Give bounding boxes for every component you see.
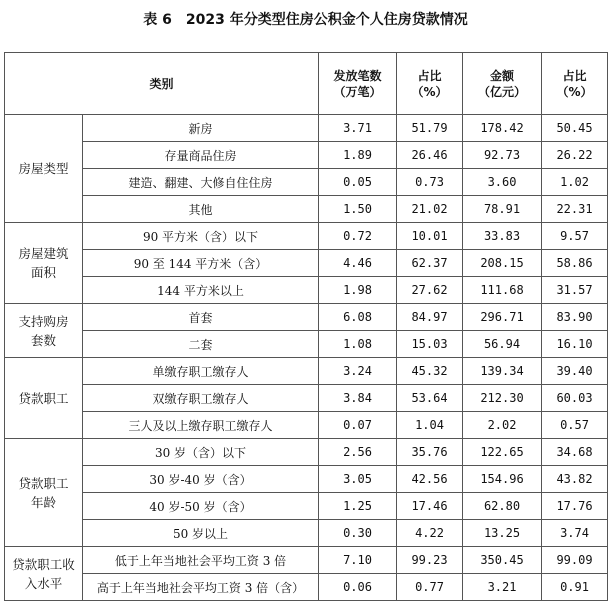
table-row xyxy=(5,466,608,493)
cell-count-share: 51.79 xyxy=(397,115,463,142)
cell-count-share: 10.01 xyxy=(397,223,463,250)
table-title: 表 6 2023 年分类型住房公积金个人住房贷款情况 xyxy=(143,12,468,28)
cell-count: 3.84 xyxy=(319,385,397,412)
row-category-label: 首套 xyxy=(83,304,319,331)
header-count-line2: （万笔） xyxy=(333,84,382,99)
cell-count: 2.56 xyxy=(319,439,397,466)
row-category-label: 存量商品住房 xyxy=(83,142,319,169)
header-share1-line2: （%） xyxy=(411,84,448,99)
group-label-text: 贷款职工年龄 xyxy=(18,475,69,510)
cell-amount: 56.94 xyxy=(463,331,542,358)
table-row xyxy=(5,412,608,439)
table-row xyxy=(5,493,608,520)
group-label-text: 支持购房套数 xyxy=(18,313,69,348)
row-category-label: 新房 xyxy=(83,115,319,142)
cell-count-share: 1.04 xyxy=(397,412,463,439)
header-category: 类别 xyxy=(5,53,319,115)
header-share-count xyxy=(397,53,463,115)
cell-count-share: 21.02 xyxy=(397,196,463,223)
cell-amount: 62.80 xyxy=(463,493,542,520)
cell-count-share: 26.46 xyxy=(397,142,463,169)
group-label xyxy=(5,115,83,223)
cell-amount: 178.42 xyxy=(463,115,542,142)
row-category-label: 30 岁（含）以下 xyxy=(83,439,319,466)
cell-count-share: 45.32 xyxy=(397,358,463,385)
table-row xyxy=(5,115,608,142)
cell-amount-share: 0.91 xyxy=(542,574,608,601)
header-count xyxy=(319,53,397,115)
row-category-label: 三人及以上缴存职工缴存人 xyxy=(83,412,319,439)
cell-count-share: 0.73 xyxy=(397,169,463,196)
row-category-label: 144 平方米以上 xyxy=(83,277,319,304)
cell-amount-share: 43.82 xyxy=(542,466,608,493)
cell-amount-share: 31.57 xyxy=(542,277,608,304)
cell-amount: 3.60 xyxy=(463,169,542,196)
cell-amount-share: 22.31 xyxy=(542,196,608,223)
header-share2-line1: 占比 xyxy=(562,68,587,83)
row-category-label: 90 平方米（含）以下 xyxy=(83,223,319,250)
table-row xyxy=(5,223,608,250)
cell-count-share: 35.76 xyxy=(397,439,463,466)
group-label xyxy=(5,547,83,601)
cell-amount-share: 1.02 xyxy=(542,169,608,196)
cell-amount-share: 9.57 xyxy=(542,223,608,250)
cell-count-share: 62.37 xyxy=(397,250,463,277)
cell-amount: 33.83 xyxy=(463,223,542,250)
table-row xyxy=(5,439,608,466)
table-row xyxy=(5,574,608,601)
table-row xyxy=(5,547,608,574)
cell-count-share: 17.46 xyxy=(397,493,463,520)
table-row xyxy=(5,358,608,385)
cell-amount: 111.68 xyxy=(463,277,542,304)
row-category-label: 低于上年当地社会平均工资 3 倍 xyxy=(83,547,319,574)
cell-count: 4.46 xyxy=(319,250,397,277)
cell-amount: 13.25 xyxy=(463,520,542,547)
cell-amount-share: 17.76 xyxy=(542,493,608,520)
cell-count: 0.72 xyxy=(319,223,397,250)
cell-amount: 2.02 xyxy=(463,412,542,439)
cell-count: 3.05 xyxy=(319,466,397,493)
table-row xyxy=(5,196,608,223)
table-row xyxy=(5,142,608,169)
row-category-label: 建造、翻建、大修自住住房 xyxy=(83,169,319,196)
cell-count: 1.50 xyxy=(319,196,397,223)
cell-amount-share: 34.68 xyxy=(542,439,608,466)
cell-count-share: 53.64 xyxy=(397,385,463,412)
table-row xyxy=(5,304,608,331)
table-row xyxy=(5,385,608,412)
cell-amount-share: 83.90 xyxy=(542,304,608,331)
cell-count: 1.25 xyxy=(319,493,397,520)
header-share1-line1: 占比 xyxy=(417,68,442,83)
cell-count: 3.71 xyxy=(319,115,397,142)
row-category-label: 30 岁-40 岁（含） xyxy=(83,466,319,493)
cell-amount-share: 58.86 xyxy=(542,250,608,277)
cell-count: 1.08 xyxy=(319,331,397,358)
cell-count: 6.08 xyxy=(319,304,397,331)
cell-count: 1.89 xyxy=(319,142,397,169)
group-label-text: 房屋建筑面积 xyxy=(18,246,69,280)
cell-amount-share: 99.09 xyxy=(542,547,608,574)
table-row xyxy=(5,277,608,304)
table-row xyxy=(5,520,608,547)
header-amount-line2: （亿元） xyxy=(478,84,527,99)
cell-count-share: 99.23 xyxy=(397,547,463,574)
cell-count-share: 84.97 xyxy=(397,304,463,331)
cell-count-share: 15.03 xyxy=(397,331,463,358)
cell-amount: 78.91 xyxy=(463,196,542,223)
header-share2-line2: （%） xyxy=(556,84,593,99)
cell-amount-share: 60.03 xyxy=(542,385,608,412)
row-category-label: 单缴存职工缴存人 xyxy=(83,358,319,385)
cell-amount-share: 3.74 xyxy=(542,520,608,547)
row-category-label: 40 岁-50 岁（含） xyxy=(83,493,319,520)
cell-count: 3.24 xyxy=(319,358,397,385)
header-row xyxy=(5,53,608,115)
cell-amount: 208.15 xyxy=(463,250,542,277)
group-label xyxy=(5,223,83,304)
cell-count-share: 4.22 xyxy=(397,520,463,547)
group-label xyxy=(5,439,83,547)
cell-amount: 3.21 xyxy=(463,574,542,601)
row-category-label: 50 岁以上 xyxy=(83,520,319,547)
cell-amount-share: 16.10 xyxy=(542,331,608,358)
group-label xyxy=(5,358,83,439)
table-row xyxy=(5,169,608,196)
group-label-text: 房屋类型 xyxy=(18,161,69,176)
group-label-text: 贷款职工收入水平 xyxy=(12,556,75,591)
cell-amount: 212.30 xyxy=(463,385,542,412)
cell-count: 1.98 xyxy=(319,277,397,304)
cell-amount-share: 50.45 xyxy=(542,115,608,142)
loan-statistics-table xyxy=(4,52,608,601)
cell-amount-share: 39.40 xyxy=(542,358,608,385)
header-share-amount xyxy=(542,53,608,115)
cell-amount: 139.34 xyxy=(463,358,542,385)
group-label xyxy=(5,304,83,358)
row-category-label: 二套 xyxy=(83,331,319,358)
cell-count-share: 27.62 xyxy=(397,277,463,304)
header-count-line1: 发放笔数 xyxy=(333,68,382,83)
cell-count: 0.05 xyxy=(319,169,397,196)
cell-amount: 296.71 xyxy=(463,304,542,331)
header-amount xyxy=(463,53,542,115)
cell-amount: 154.96 xyxy=(463,466,542,493)
cell-count: 0.07 xyxy=(319,412,397,439)
group-label-text: 贷款职工 xyxy=(18,390,69,406)
cell-amount: 122.65 xyxy=(463,439,542,466)
cell-count: 0.30 xyxy=(319,520,397,547)
row-category-label: 其他 xyxy=(83,196,319,223)
table-row xyxy=(5,331,608,358)
cell-amount-share: 26.22 xyxy=(542,142,608,169)
row-category-label: 90 至 144 平方米（含） xyxy=(83,250,319,277)
cell-amount: 92.73 xyxy=(463,142,542,169)
cell-count-share: 0.77 xyxy=(397,574,463,601)
cell-count: 0.06 xyxy=(319,574,397,601)
cell-amount: 350.45 xyxy=(463,547,542,574)
header-amount-line1: 金额 xyxy=(490,68,515,83)
table-body xyxy=(5,115,608,601)
cell-count: 7.10 xyxy=(319,547,397,574)
cell-count-share: 42.56 xyxy=(397,466,463,493)
cell-amount-share: 0.57 xyxy=(542,412,608,439)
row-category-label: 双缴存职工缴存人 xyxy=(83,385,319,412)
row-category-label: 高于上年当地社会平均工资 3 倍（含） xyxy=(83,574,319,601)
table-row xyxy=(5,250,608,277)
